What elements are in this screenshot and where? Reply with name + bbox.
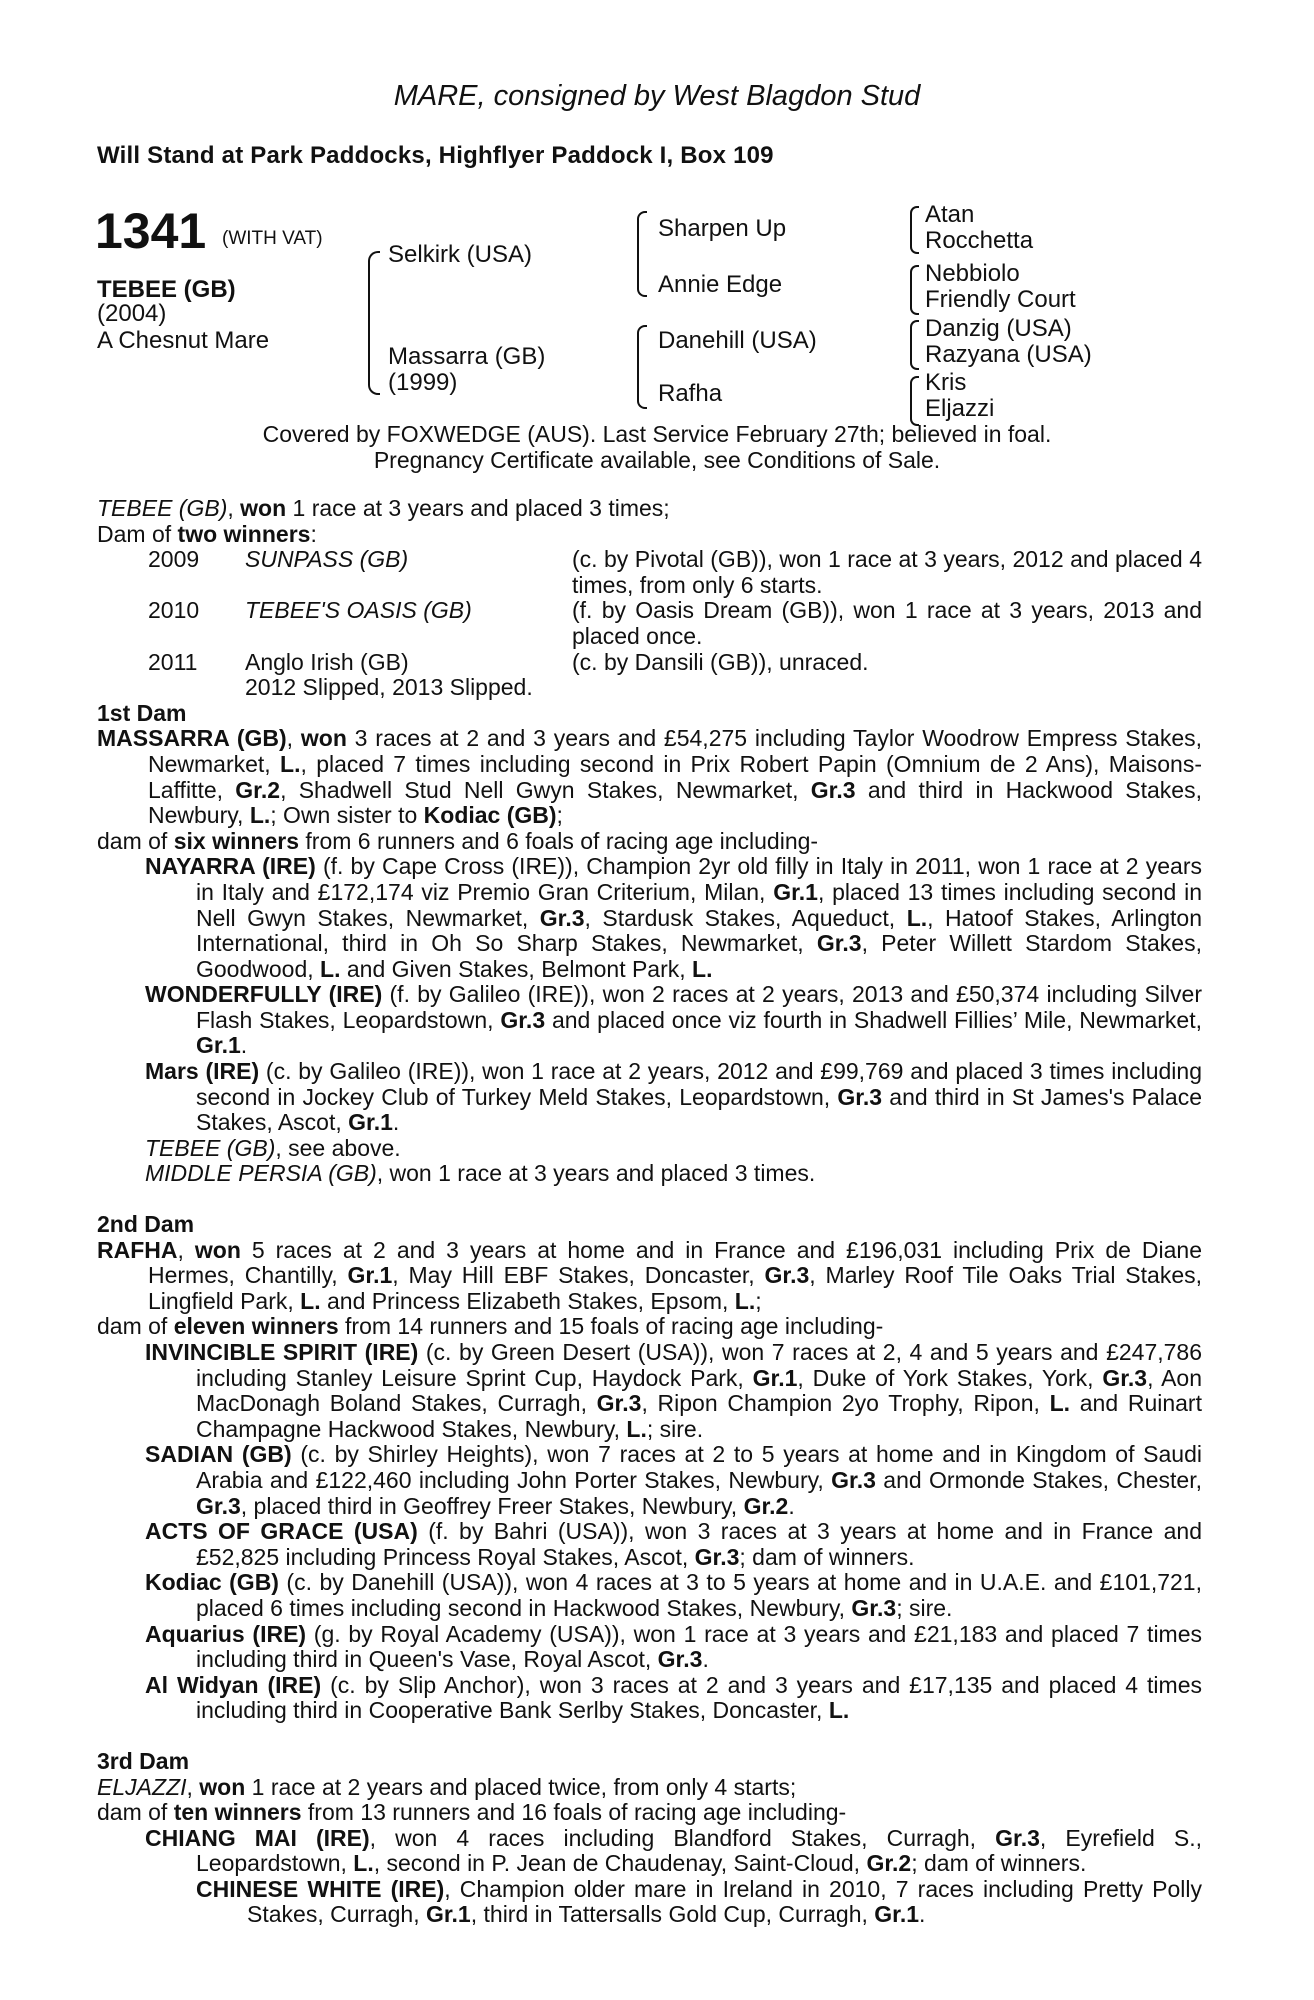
text: and Princess Elizabeth Stakes, Epsom, bbox=[320, 1287, 735, 1314]
text: , May Hill EBF Stakes, Doncaster, bbox=[392, 1262, 765, 1289]
pedigree-dsd: Razyana (USA) bbox=[925, 341, 1092, 368]
group-label: Gr.2 bbox=[866, 1850, 912, 1877]
progeny-name: INVINCIBLE SPIRIT (IRE) bbox=[145, 1339, 419, 1365]
text: . bbox=[392, 1109, 400, 1136]
dam-brace bbox=[637, 325, 647, 409]
lot-number: 1341 bbox=[95, 203, 207, 259]
group-label: Gr.1 bbox=[347, 1262, 393, 1289]
progeny-entry bbox=[97, 1570, 1202, 1621]
winners-count: ten winners bbox=[173, 1799, 302, 1826]
text: ; dam of winners. bbox=[911, 1850, 1087, 1877]
pedigree-sire: Selkirk (USA) bbox=[388, 241, 533, 268]
spacer bbox=[97, 1724, 1202, 1749]
text: , third in Tattersalls Gold Cup, Curragh, bbox=[470, 1901, 875, 1928]
dam-of-prefix: Dam of bbox=[97, 520, 178, 547]
text: dam of bbox=[97, 1799, 174, 1826]
third-dam-record: ELJAZZI, won 1 race at 2 years and placed twice, from only 4 starts; bbox=[97, 1773, 797, 1800]
text: from 6 runners and 6 foals of racing age including- bbox=[299, 827, 819, 854]
text: , placed third in Geoffrey Freer Stakes, Newbury, bbox=[240, 1492, 744, 1519]
pedigree-dam: Massarra (GB) bbox=[388, 343, 546, 370]
progeny-entry bbox=[97, 1340, 1202, 1442]
produce-year: 2011 bbox=[148, 648, 198, 675]
pedigree-dds: Kris bbox=[925, 369, 967, 396]
text: ; dam of winners. bbox=[739, 1543, 915, 1570]
text: and third in Hackwood Stakes, Newbury, bbox=[148, 776, 1202, 829]
text: dam of bbox=[97, 827, 174, 854]
listed-label: L. bbox=[1049, 1390, 1071, 1417]
second-dam-name: RAFHA bbox=[97, 1236, 178, 1263]
pedigree-sdd: Friendly Court bbox=[925, 286, 1076, 313]
listed-label: L. bbox=[828, 1697, 850, 1724]
group-label: Gr.2 bbox=[235, 776, 281, 803]
text: ; sire. bbox=[646, 1415, 704, 1442]
produce-year: 2009 bbox=[148, 546, 200, 573]
text: (c. by Green Desert (USA)), won 7 races at 2, 4 and 5 years and £247,786 including Stanley Leisure Sprint Cup, Haydock Park, bbox=[196, 1339, 1202, 1391]
progeny-name: Aquarius (IRE) bbox=[145, 1620, 307, 1647]
listed-label: L. bbox=[734, 1287, 756, 1314]
text: , placed 13 times including second in Nell Gwyn Stakes, Newmarket, bbox=[196, 878, 1202, 931]
produce-intro: TEBEE (GB), won 1 race at 3 years and placed 3 times; bbox=[97, 495, 670, 521]
text: , Peter Willett Stardom Stakes, Goodwood, bbox=[196, 930, 1202, 982]
progeny-name: ACTS OF GRACE (USA) bbox=[145, 1518, 418, 1545]
listed-label: L. bbox=[320, 955, 341, 982]
group-label: Gr.1 bbox=[196, 1032, 241, 1059]
text: (c. by Shirley Heights), won 7 races at 2 to 5 years at home and in Kingdom of Saudi Arabia and £122,460 including John Porter Stakes, Newbury, bbox=[196, 1441, 1202, 1493]
produce-horse-name: TEBEE (GB) bbox=[97, 495, 228, 521]
stand-location: Will Stand at Park Paddocks, Highflyer Paddock I, Box 109 bbox=[97, 142, 774, 169]
group-label: Gr.1 bbox=[752, 1364, 798, 1391]
text: ; bbox=[755, 1287, 762, 1314]
won-label: won bbox=[240, 495, 287, 521]
covered-note: Covered by FOXWEDGE (AUS). Last Service February 27th; believed in foal. bbox=[262, 421, 1052, 447]
group-label: Gr.3 bbox=[851, 1594, 897, 1621]
text: and placed once viz fourth in Shadwell Fillies’ Mile, Newmarket, bbox=[545, 1006, 1202, 1033]
group-label: Gr.3 bbox=[810, 776, 856, 803]
listed-label: L. bbox=[300, 1287, 321, 1314]
text: , see above. bbox=[275, 1134, 401, 1161]
text: , won 4 races including Blandford Stakes, Curragh, bbox=[369, 1824, 996, 1851]
text: 1 race at 2 years and placed twice, from only 4 starts; bbox=[245, 1773, 797, 1800]
ds-brace bbox=[910, 320, 919, 370]
group-label: Gr.1 bbox=[425, 1901, 471, 1928]
text: , Ripon Champion 2yo Trophy, Ripon, bbox=[641, 1390, 1050, 1417]
text: , Stardusk Stakes, Aqueduct, bbox=[584, 904, 907, 931]
group-label: Gr.3 bbox=[764, 1262, 810, 1289]
progeny-name: CHIANG MAI (IRE) bbox=[145, 1824, 370, 1851]
second-dam-record: RAFHA, won 5 races at 2 and 3 years at home and in France and £196,031 including Prix de Diane Hermes, Chantilly, Gr.1, May Hill EBF Stakes, Doncaster, Gr.3, Marley Roof Tile Oaks Trial Stakes, Lingfield Park, L. and Princess Elizabeth Stakes, Epsom, L.; bbox=[97, 1236, 1203, 1314]
text: (c. by Danehill (USA)), won 4 races at 3 to 5 years at home and in U.A.E. and £101,721, placed 6 times including second in Hackwood Stakes, Newbury, bbox=[196, 1569, 1202, 1621]
produce-detail: (c. by Pivotal (GB)), won 1 race at 3 years, 2012 and placed 4 times, from only 6 starts. bbox=[572, 546, 1202, 598]
text: (c. by Galileo (IRE)), won 1 race at 2 years, 2012 and £99,769 and placed 3 times including second in Jockey Club of Turkey Meld Stakes, Leopardstown, bbox=[196, 1058, 1202, 1110]
text: , placed 7 times including second in Prix Robert Papin (Omnium de 2 Ans), Maisons-Laffitte, bbox=[148, 750, 1202, 803]
won-label: won bbox=[194, 1236, 241, 1263]
produce-detail: (c. by Dansili (GB)), unraced. bbox=[572, 648, 869, 675]
progeny-name: Kodiac (GB) bbox=[145, 1569, 279, 1596]
group-label: Gr.3 bbox=[816, 930, 862, 957]
pedigree-sss: Atan bbox=[925, 201, 975, 228]
group-label: Gr.3 bbox=[500, 1006, 546, 1033]
text: , Champion older mare in Ireland in 2010, 7 races including Pretty Polly Stakes, Curragh, bbox=[247, 1875, 1203, 1928]
produce-row bbox=[97, 547, 1202, 598]
progeny-entry bbox=[97, 1161, 1202, 1187]
listed-label: L. bbox=[249, 802, 271, 829]
produce-name: Anglo Irish (GB) bbox=[245, 648, 409, 675]
listed-label: L. bbox=[280, 750, 301, 777]
progeny-name: WONDERFULLY (IRE) bbox=[145, 981, 383, 1008]
produce-year: 2010 bbox=[148, 597, 200, 624]
progeny-name: Mars (IRE) bbox=[145, 1058, 260, 1085]
second-dam-heading: 2nd Dam bbox=[97, 1211, 195, 1238]
text: from 14 runners and 15 foals of racing age including- bbox=[338, 1313, 884, 1340]
text: ; sire. bbox=[896, 1594, 953, 1621]
text: 3 races at 2 and 3 years and £54,275 including Taylor Woodrow Empress Stakes, Newmarket, bbox=[148, 725, 1203, 777]
ss-brace bbox=[910, 206, 919, 254]
group-label: Gr.3 bbox=[694, 1543, 740, 1570]
progeny-entry bbox=[97, 982, 1202, 1059]
progeny-entry bbox=[97, 854, 1202, 982]
text: . bbox=[788, 1492, 795, 1519]
sd-brace bbox=[910, 265, 919, 315]
listed-label: L. bbox=[626, 1415, 647, 1442]
text: and Given Stakes, Belmont Park, bbox=[340, 955, 693, 982]
produce-row bbox=[97, 650, 1202, 676]
progeny-entry bbox=[97, 1136, 1202, 1162]
text: , Shadwell Stud Nell Gwyn Stakes, Newmarket, bbox=[280, 776, 811, 803]
winners-count: eleven winners bbox=[173, 1313, 339, 1340]
text: ; Own sister to bbox=[270, 802, 424, 829]
sister-name: Kodiac (GB) bbox=[423, 802, 557, 829]
text: , Eyrefield S., Leopardstown, bbox=[196, 1824, 1203, 1877]
pedigree-dss: Danzig (USA) bbox=[925, 315, 1072, 342]
third-dam-of bbox=[97, 1800, 1202, 1826]
third-dam-heading: 3rd Dam bbox=[97, 1747, 190, 1774]
dd-brace bbox=[910, 376, 919, 426]
pedigree-sds: Nebbiolo bbox=[925, 260, 1020, 287]
group-label: Gr.3 bbox=[995, 1824, 1040, 1851]
text: (c. by Slip Anchor), won 3 races at 2 and 3 years and £17,135 and placed 4 times including third in Cooperative Bank Serlby Stakes, Doncaster, bbox=[196, 1671, 1202, 1724]
group-label: Gr.3 bbox=[539, 904, 585, 931]
pedigree-dam-dam: Rafha bbox=[658, 380, 723, 407]
winners-count: six winners bbox=[173, 827, 299, 854]
produce-detail: (f. by Oasis Dream (GB)), won 1 race at 3 years, 2013 and placed once. bbox=[572, 597, 1202, 649]
pedigree-sire-dam: Annie Edge bbox=[658, 271, 783, 298]
group-label: Gr.3 bbox=[1102, 1364, 1148, 1391]
produce-slipped: 2012 Slipped, 2013 Slipped. bbox=[245, 674, 533, 701]
group-label: Gr.3 bbox=[657, 1646, 703, 1673]
group-label: Gr.1 bbox=[773, 878, 818, 905]
first-dam-record: MASSARRA (GB), won 3 races at 2 and 3 years and £54,275 including Taylor Woodrow Empress Stakes, Newmarket, L., placed 7 times including second in Prix Robert Papin (Omnium de 2 Ans), Maisons-Laffitte, Gr.2, Shadwell Stud Nell Gwyn Stakes, Newmarket, Gr.3 and third in Hackwood Stakes, Newbury, L.; Own sister to Kodiac (GB); bbox=[97, 725, 1203, 829]
text: (g. by Royal Academy (USA)), won 1 race at 3 years and £21,183 and placed 7 times including third in Queen's Vase, Royal Ascot, bbox=[196, 1620, 1202, 1673]
listed-label: L. bbox=[692, 955, 713, 982]
produce-row bbox=[97, 598, 1202, 649]
listed-label: L. bbox=[906, 904, 928, 931]
dam-of-line bbox=[97, 522, 1202, 548]
text: (f. by Bahri (USA)), won 3 races at 3 years at home and in France and £52,825 including Princess Royal Stakes, Ascot, bbox=[196, 1518, 1202, 1570]
progeny-entry bbox=[97, 1059, 1202, 1136]
progeny-name: Al Widyan (IRE) bbox=[145, 1671, 322, 1698]
pedigree-dam-sire: Danehill (USA) bbox=[658, 327, 817, 354]
group-label: Gr.2 bbox=[743, 1492, 789, 1519]
sire-brace bbox=[637, 211, 647, 297]
progeny-entry bbox=[97, 1622, 1202, 1673]
progeny-name: NAYARRA (IRE) bbox=[145, 853, 316, 880]
text: (f. by Cape Cross (IRE)), Champion 2yr old filly in Italy in 2011, won 1 race at 2 years in Italy and £172,174 viz Premio Gran Criterium, Milan, bbox=[196, 853, 1202, 905]
pregnancy-note: Pregnancy Certificate available, see Conditions of Sale. bbox=[373, 447, 941, 473]
pedigree-brace bbox=[368, 251, 380, 395]
progeny-entry bbox=[97, 1519, 1202, 1570]
progeny-name: SADIAN (GB) bbox=[145, 1441, 292, 1468]
text: , won 1 race at 3 years and placed 3 times. bbox=[376, 1160, 816, 1187]
progeny-entry bbox=[97, 1442, 1202, 1519]
vat-note: (WITH VAT) bbox=[222, 228, 323, 249]
first-dam-name: MASSARRA (GB) bbox=[97, 725, 287, 752]
group-label: Gr.3 bbox=[596, 1390, 642, 1417]
text: and third in St James's Palace Stakes, Ascot, bbox=[196, 1083, 1202, 1136]
third-dam-name: ELJAZZI bbox=[97, 1773, 187, 1800]
pedigree-ddd: Eljazzi bbox=[925, 395, 995, 422]
horse-year: (2004) bbox=[97, 300, 167, 327]
text: (f. by Galileo (IRE)), won 2 races at 2 years, 2013 and £50,374 including Silver Flash Stakes, Leopardstown, bbox=[196, 981, 1202, 1033]
produce-name: TEBEE'S OASIS (GB) bbox=[245, 597, 472, 624]
text: from 13 runners and 16 foals of racing age including- bbox=[301, 1799, 847, 1826]
progeny-name: CHINESE WHITE (IRE) bbox=[196, 1875, 445, 1902]
text: ; bbox=[556, 802, 563, 829]
dam-of-suffix: : bbox=[310, 520, 317, 547]
pedigree-sire-sire: Sharpen Up bbox=[658, 215, 787, 242]
produce-intro-text: 1 race at 3 years and placed 3 times; bbox=[286, 495, 670, 521]
progeny-name: MIDDLE PERSIA (GB) bbox=[145, 1160, 377, 1187]
group-label: Gr.3 bbox=[196, 1492, 241, 1519]
progeny-entry bbox=[97, 1877, 1202, 1928]
first-dam-heading: 1st Dam bbox=[97, 699, 187, 726]
produce-name: SUNPASS (GB) bbox=[245, 546, 409, 573]
text: , Hatoof Stakes, Arlington International, third in Oh So Sharp Stakes, Newmarket, bbox=[196, 904, 1202, 957]
text: , Marley Roof Tile Oaks Trial Stakes, Lingfield Park, bbox=[148, 1262, 1203, 1314]
listed-label: L. bbox=[353, 1850, 374, 1877]
pedigree-ssd: Rocchetta bbox=[925, 227, 1034, 254]
dam-of-count: two winners bbox=[177, 520, 311, 547]
text: . bbox=[919, 1901, 926, 1928]
text: , Duke of York Stakes, York, bbox=[797, 1364, 1103, 1391]
catalogue-body bbox=[97, 496, 1202, 1928]
text: and Ormonde Stakes, Chester, bbox=[875, 1466, 1202, 1493]
group-label: Gr.3 bbox=[831, 1466, 876, 1493]
text: and Ruinart Champagne Hackwood Stakes, Newbury, bbox=[196, 1390, 1202, 1442]
horse-name: TEBEE (GB) bbox=[97, 276, 236, 303]
won-label: won bbox=[300, 725, 347, 752]
group-label: Gr.1 bbox=[348, 1109, 393, 1136]
group-label: Gr.1 bbox=[874, 1901, 920, 1928]
text: , second in P. Jean de Chaudenay, Saint-Cloud, bbox=[373, 1850, 867, 1877]
pedigree-dam-year: (1999) bbox=[388, 369, 458, 396]
text: dam of bbox=[97, 1313, 174, 1340]
spacer bbox=[97, 1187, 1202, 1212]
horse-description: A Chesnut Mare bbox=[97, 327, 270, 354]
first-dam-of bbox=[97, 829, 1202, 855]
consignment-line: MARE, consigned by West Blagdon Stud bbox=[393, 80, 921, 112]
progeny-name: TEBEE (GB) bbox=[145, 1134, 276, 1161]
text: . bbox=[702, 1646, 709, 1673]
won-label: won bbox=[199, 1773, 246, 1800]
progeny-entry bbox=[97, 1826, 1202, 1877]
text: . bbox=[240, 1032, 248, 1059]
group-label: Gr.3 bbox=[837, 1083, 883, 1110]
text: 5 races at 2 and 3 years at home and in France and £196,031 including Prix de Diane Hermes, Chantilly, bbox=[148, 1236, 1202, 1289]
second-dam-of bbox=[97, 1314, 1202, 1340]
progeny-entry bbox=[97, 1673, 1202, 1724]
text: , Aon MacDonagh Boland Stakes, Curragh, bbox=[196, 1364, 1202, 1417]
